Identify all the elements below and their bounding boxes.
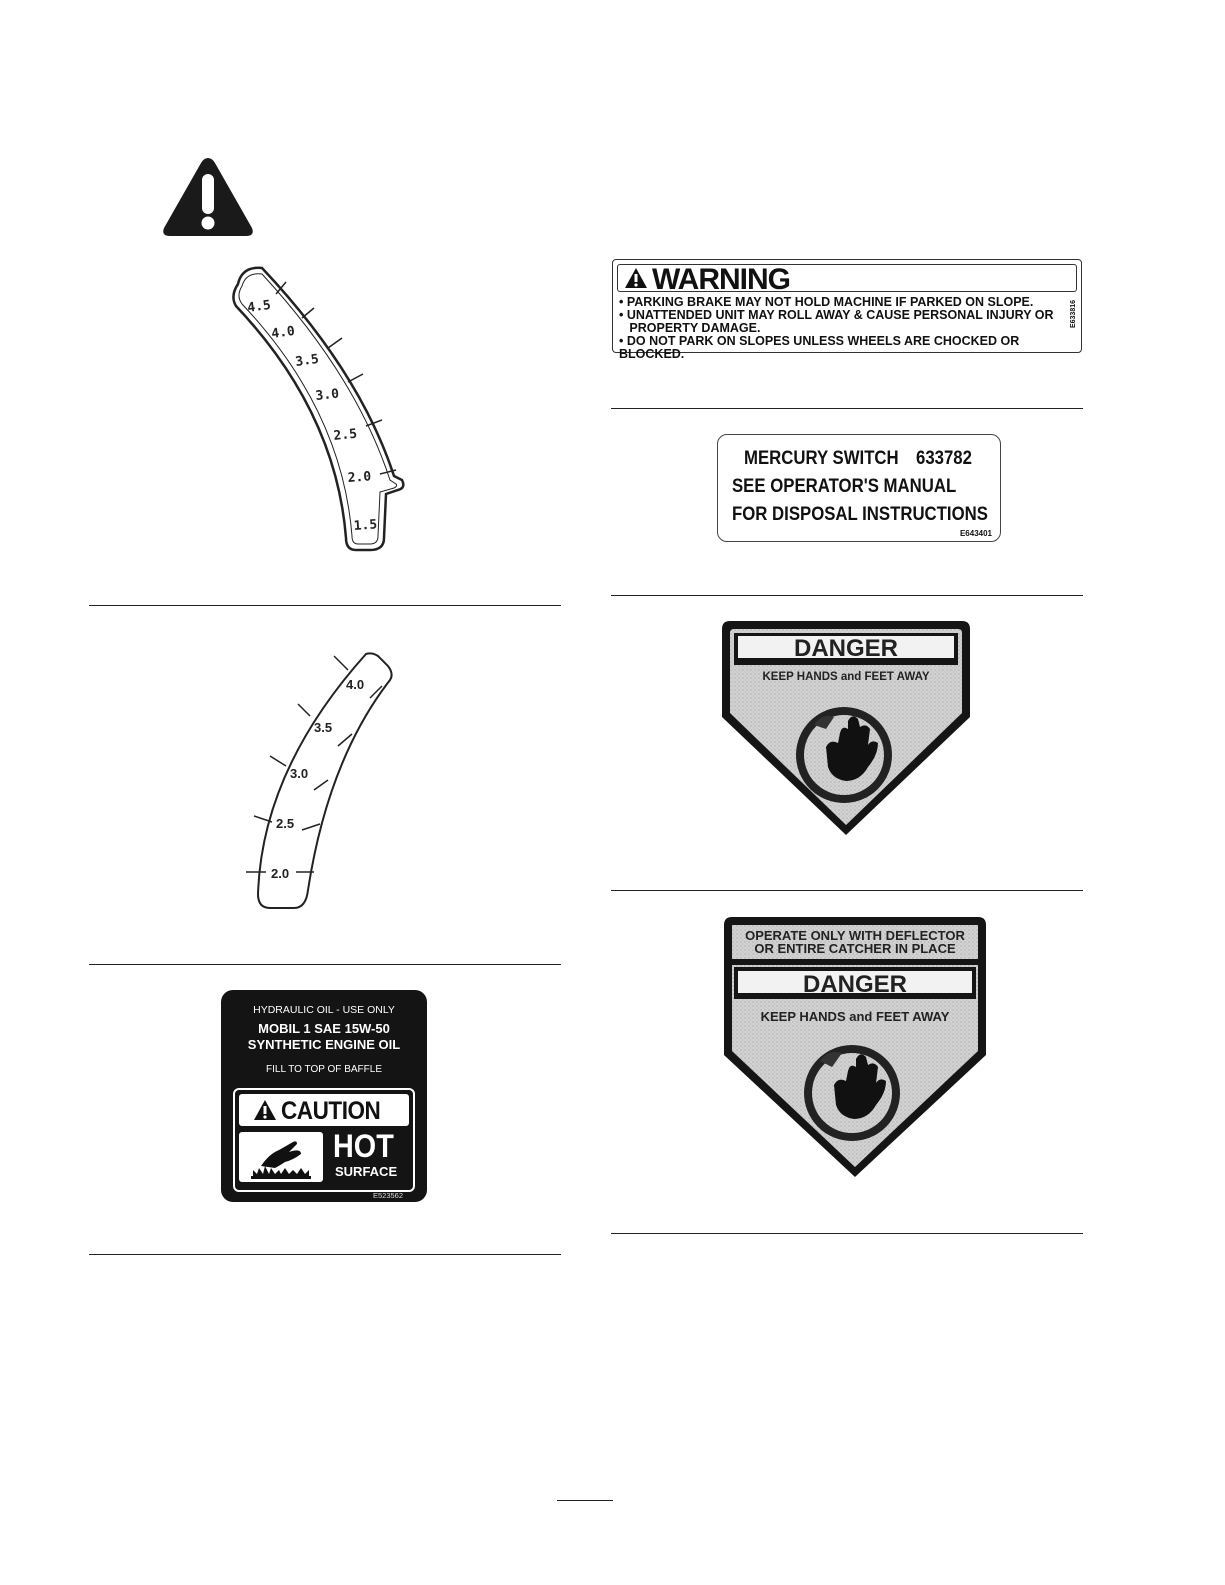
scale-large-tick: 1.5 <box>353 517 378 534</box>
section-divider <box>611 1233 1083 1234</box>
warning-line: • DO NOT PARK ON SLOPES UNLESS WHEELS ARE CHOCKED OR BLOCKED. <box>619 334 1020 361</box>
oil-decal-line2: MOBIL 1 SAE 15W-50 <box>258 1021 390 1036</box>
surface-label: SURFACE <box>335 1164 398 1179</box>
warning-decal-code: E633816 <box>1070 300 1077 329</box>
scale-large-tick: 3.5 <box>294 351 320 370</box>
warning-text <box>619 296 1081 361</box>
scale-small-tick: 3.0 <box>290 766 309 781</box>
deflector-line1: OPERATE ONLY WITH DEFLECTOR <box>745 928 965 943</box>
caution-triangle-icon <box>253 1099 277 1121</box>
danger-subtitle: KEEP HANDS and FEET AWAY <box>760 1009 950 1024</box>
section-divider <box>89 964 561 965</box>
caution-panel <box>233 1088 415 1192</box>
section-divider <box>611 890 1083 891</box>
page-number-rule <box>557 1500 613 1501</box>
hot-surface-hand-icon <box>239 1132 323 1182</box>
hydraulic-oil-decal <box>221 990 427 1202</box>
scale-large-tick: 2.0 <box>347 469 372 486</box>
warning-header <box>617 263 1077 296</box>
mercury-part-number: 633782 <box>916 447 972 469</box>
parking-brake-warning-decal <box>612 259 1082 361</box>
scale-small-tick: 4.0 <box>346 677 365 692</box>
danger-title: DANGER <box>793 635 899 662</box>
oil-decal-line4: FILL TO TOP OF BAFFLE <box>266 1064 382 1075</box>
danger-deflector-decal <box>724 917 986 1179</box>
scale-large-tick: 2.5 <box>332 426 358 444</box>
section-divider <box>611 408 1083 409</box>
warning-line: PROPERTY DAMAGE. <box>619 321 761 335</box>
caution-title: CAUTION <box>281 1097 381 1125</box>
warning-triangle-icon <box>624 267 648 289</box>
height-of-cut-scale-large <box>220 262 420 554</box>
section-divider <box>89 605 561 606</box>
scale-small-tick: 3.5 <box>314 720 333 735</box>
mercury-line3: FOR DISPOSAL INSTRUCTIONS <box>732 503 988 525</box>
scale-large-tick: 3.0 <box>314 386 340 404</box>
scale-small-tick: 2.0 <box>271 866 290 881</box>
oil-decal-oil-spec <box>221 1021 427 1053</box>
oil-decal-line3: SYNTHETIC ENGINE OIL <box>247 1037 401 1052</box>
danger-subtitle: KEEP HANDS and FEET AWAY <box>762 671 930 683</box>
scale-large-tick: 4.0 <box>270 323 296 342</box>
hot-label: HOT <box>333 1128 394 1164</box>
height-of-cut-scale-small <box>244 650 400 912</box>
danger-keep-hands-feet-away-decal <box>722 621 970 837</box>
mercury-switch-decal <box>717 434 1001 542</box>
warning-title: WARNING <box>652 263 790 296</box>
scale-small-tick: 2.5 <box>276 816 295 831</box>
deflector-line2: OR ENTIRE CATCHER IN PLACE <box>754 941 956 956</box>
section-divider <box>611 595 1083 596</box>
section-divider <box>89 1254 561 1255</box>
safety-alert-icon <box>160 154 256 240</box>
oil-decal-code: E523562 <box>372 1191 403 1200</box>
danger-title: DANGER <box>802 971 908 998</box>
oil-decal-line1: HYDRAULIC OIL - USE ONLY <box>253 1004 395 1016</box>
scale-large-tick: 4.5 <box>246 297 272 316</box>
caution-header <box>239 1094 409 1126</box>
mercury-decal-code: E643401 <box>959 529 992 538</box>
warning-line: • PARKING BRAKE MAY NOT HOLD MACHINE IF PARKED ON SLOPE. <box>619 295 1034 309</box>
warning-line: • UNATTENDED UNIT MAY ROLL AWAY & CAUSE PERSONAL INJURY OR <box>619 308 1054 322</box>
mercury-line2: SEE OPERATOR'S MANUAL <box>732 475 957 497</box>
mercury-line1: MERCURY SWITCH <box>744 447 899 469</box>
